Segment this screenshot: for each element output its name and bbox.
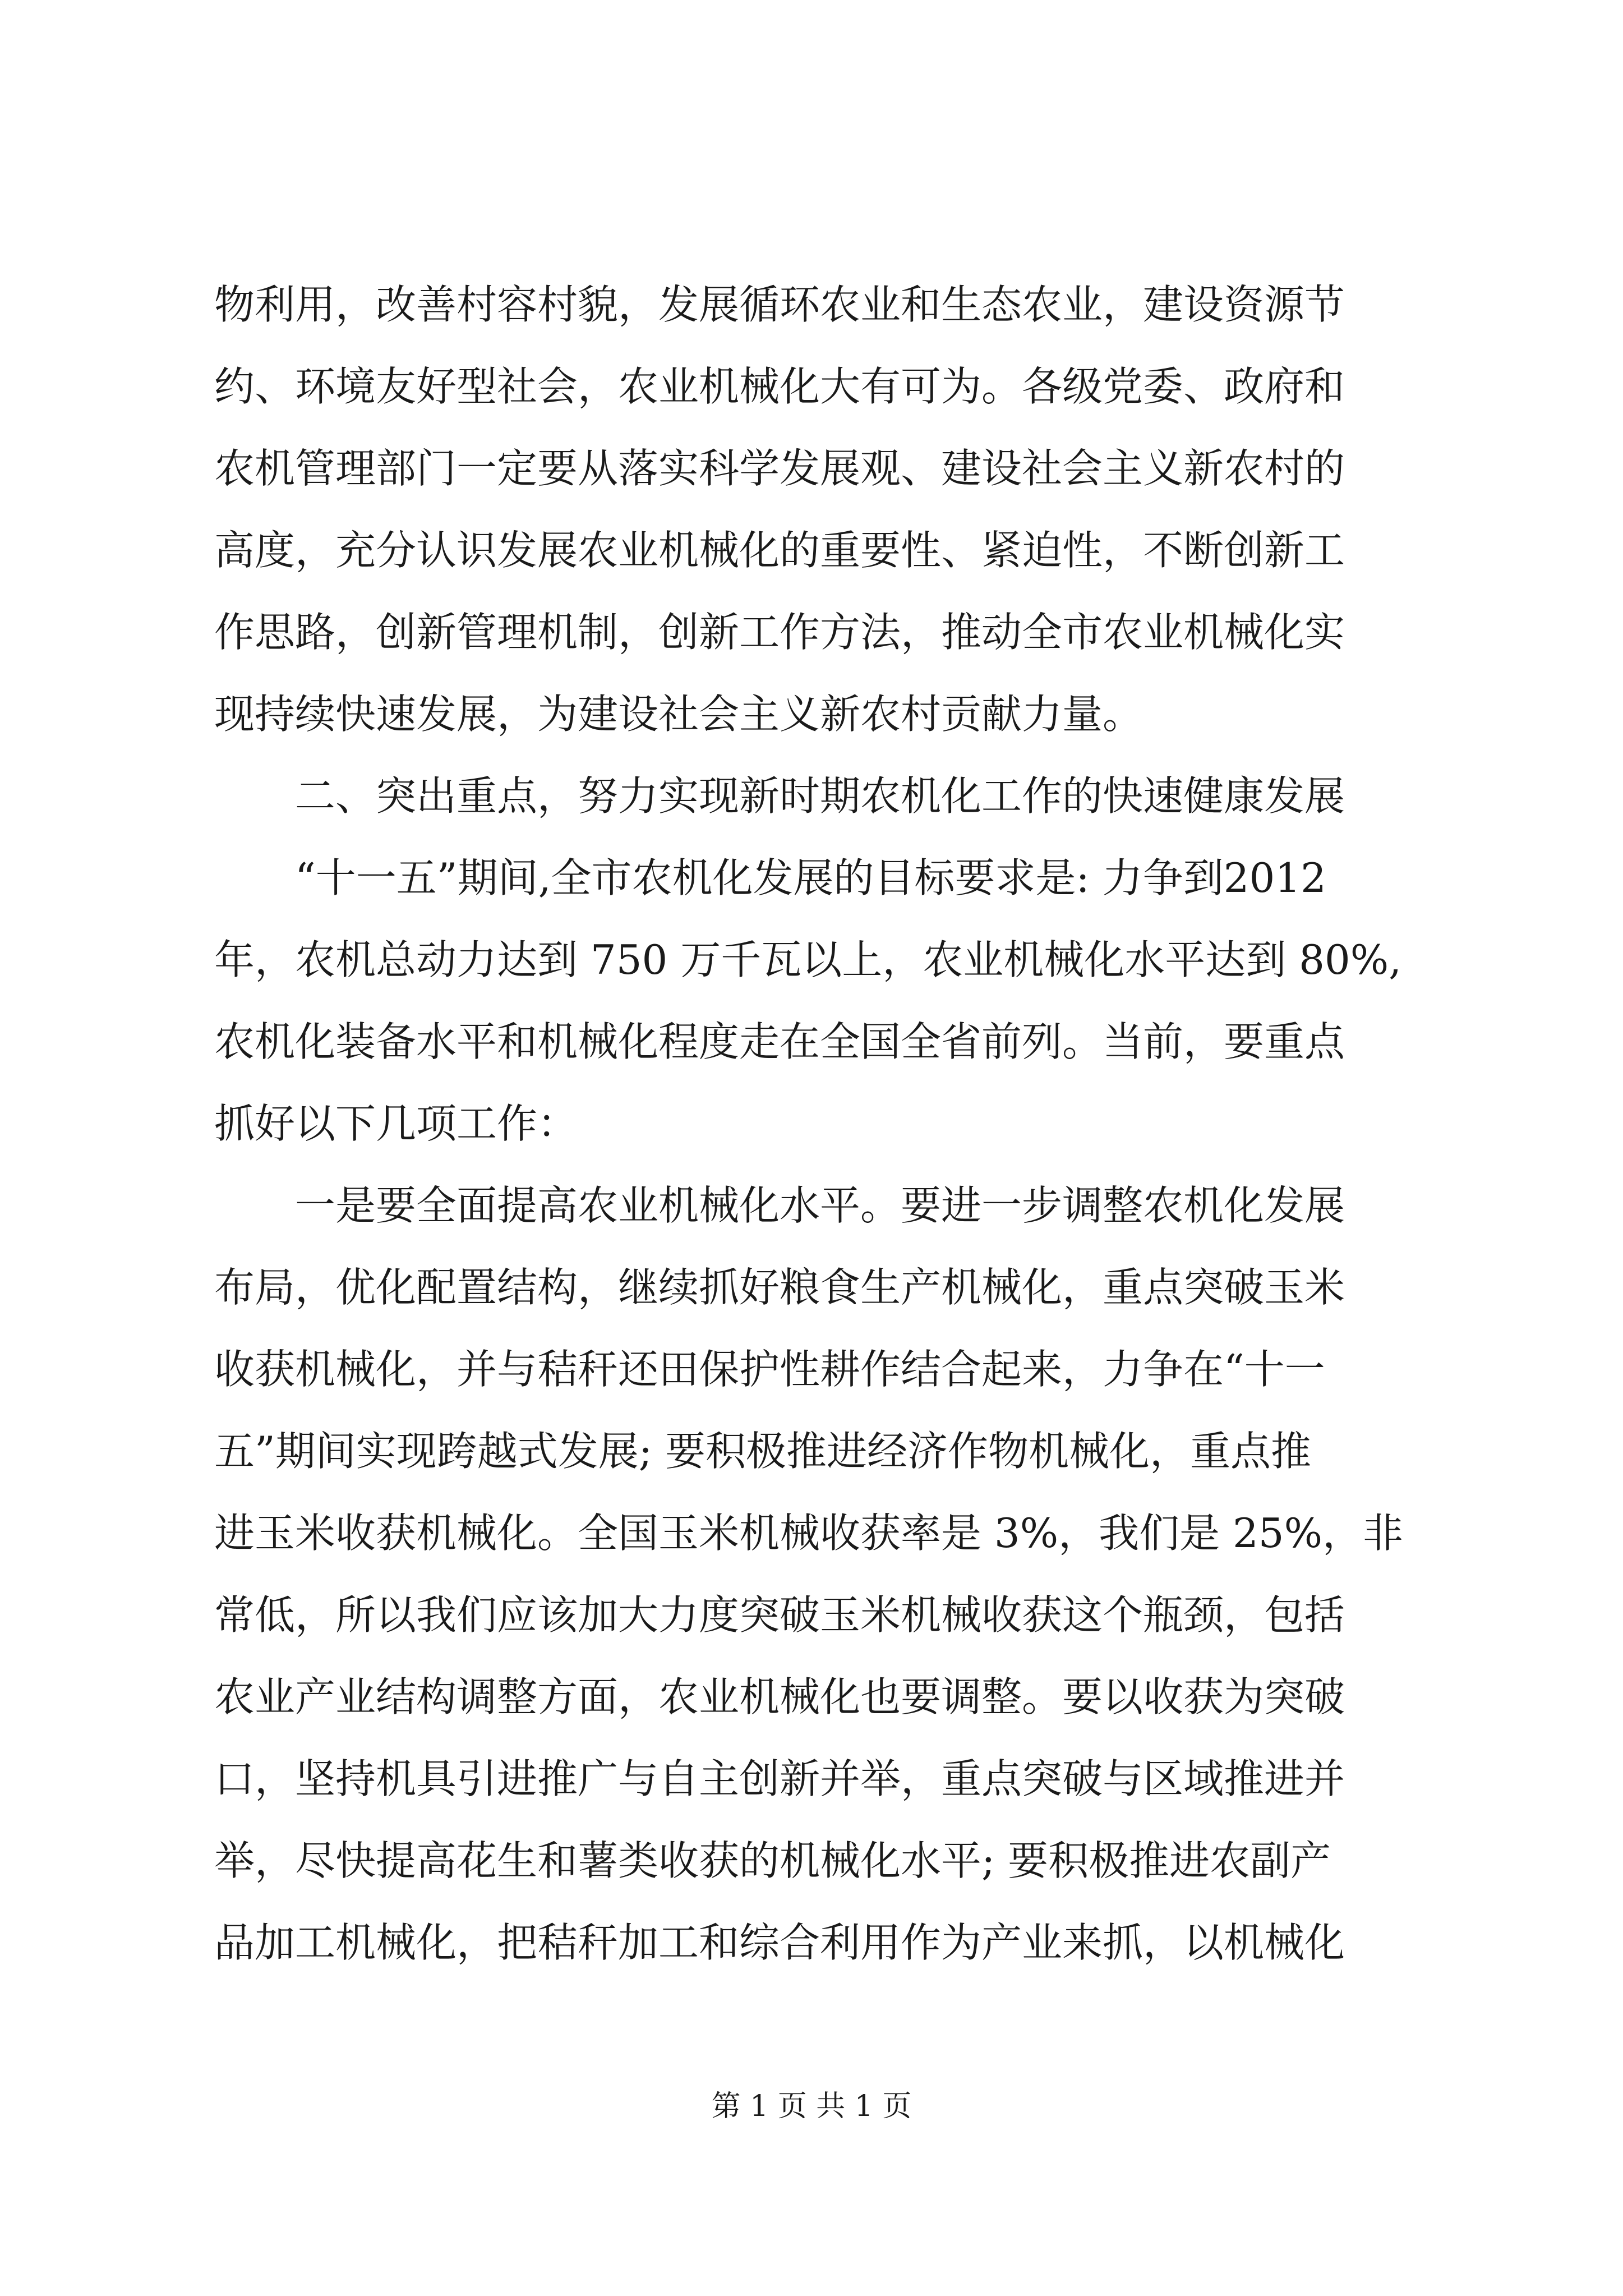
text-line: 年，农机总动力达到 750 万千瓦以上，农业机械化水平达到 80%,: [214, 936, 1402, 983]
text-line: 农业产业结构调整方面，农业机械化也要调整。要以收获为突破: [214, 1673, 1345, 1720]
text-line: 现持续快速发展，为建设社会主义新农村贡献力量。: [214, 691, 1144, 738]
text-line: 品加工机械化，把秸秆加工和综合利用作为产业来抓，以机械化: [214, 1919, 1345, 1966]
text-line: 农机管理部门一定要从落实科学发展观、建设社会主义新农村的: [214, 445, 1345, 492]
text-line: 农机化装备水平和机械化程度走在全国全省前列。当前，要重点: [214, 1018, 1345, 1065]
section-heading: 二、突出重点，努力实现新时期农机化工作的快速健康发展: [295, 772, 1345, 820]
text-line: 五”期间实现跨越式发展; 要积极推进经济作物机械化，重点推: [214, 1428, 1311, 1475]
text-line: 高度，充分认识发展农业机械化的重要性、紧迫性，不断创新工: [214, 527, 1345, 574]
text-line: 物利用，改善村容村貌，发展循环农业和生态农业，建设资源节: [214, 281, 1345, 328]
text-line: 约、环境友好型社会，农业机械化大有可为。各级党委、政府和: [214, 363, 1345, 410]
page-number-footer: 第 1 页 共 1 页: [711, 2090, 912, 2123]
text-line: “十一五”期间,全市农机化发展的目标要求是: 力争到2012: [295, 854, 1326, 901]
body-text: [214, 264, 1426, 1984]
text-line: 进玉米收获机械化。全国玉米机械收获率是 3%，我们是 25%，非: [214, 1510, 1404, 1557]
text-line: 一是要全面提高农业机械化水平。要进一步调整农机化发展: [295, 1182, 1345, 1229]
text-line: 常低，所以我们应该加大力度突破玉米机械收获这个瓶颈，包括: [214, 1591, 1345, 1639]
text-line: 收获机械化，并与秸秆还田保护性耕作结合起来，力争在“十一: [214, 1346, 1325, 1393]
text-line: 作思路，创新管理机制，创新工作方法，推动全市农业机械化实: [214, 609, 1345, 656]
text-line: 抓好以下几项工作：: [214, 1100, 578, 1147]
text-line: 布局，优化配置结构，继续抓好粮食生产机械化，重点突破玉米: [214, 1264, 1345, 1311]
text-line: 口，坚持机具引进推广与自主创新并举，重点突破与区域推进并: [214, 1755, 1345, 1802]
text-line: 举，尽快提高花生和薯类收获的机械化水平; 要积极推进农副产: [214, 1837, 1331, 1884]
